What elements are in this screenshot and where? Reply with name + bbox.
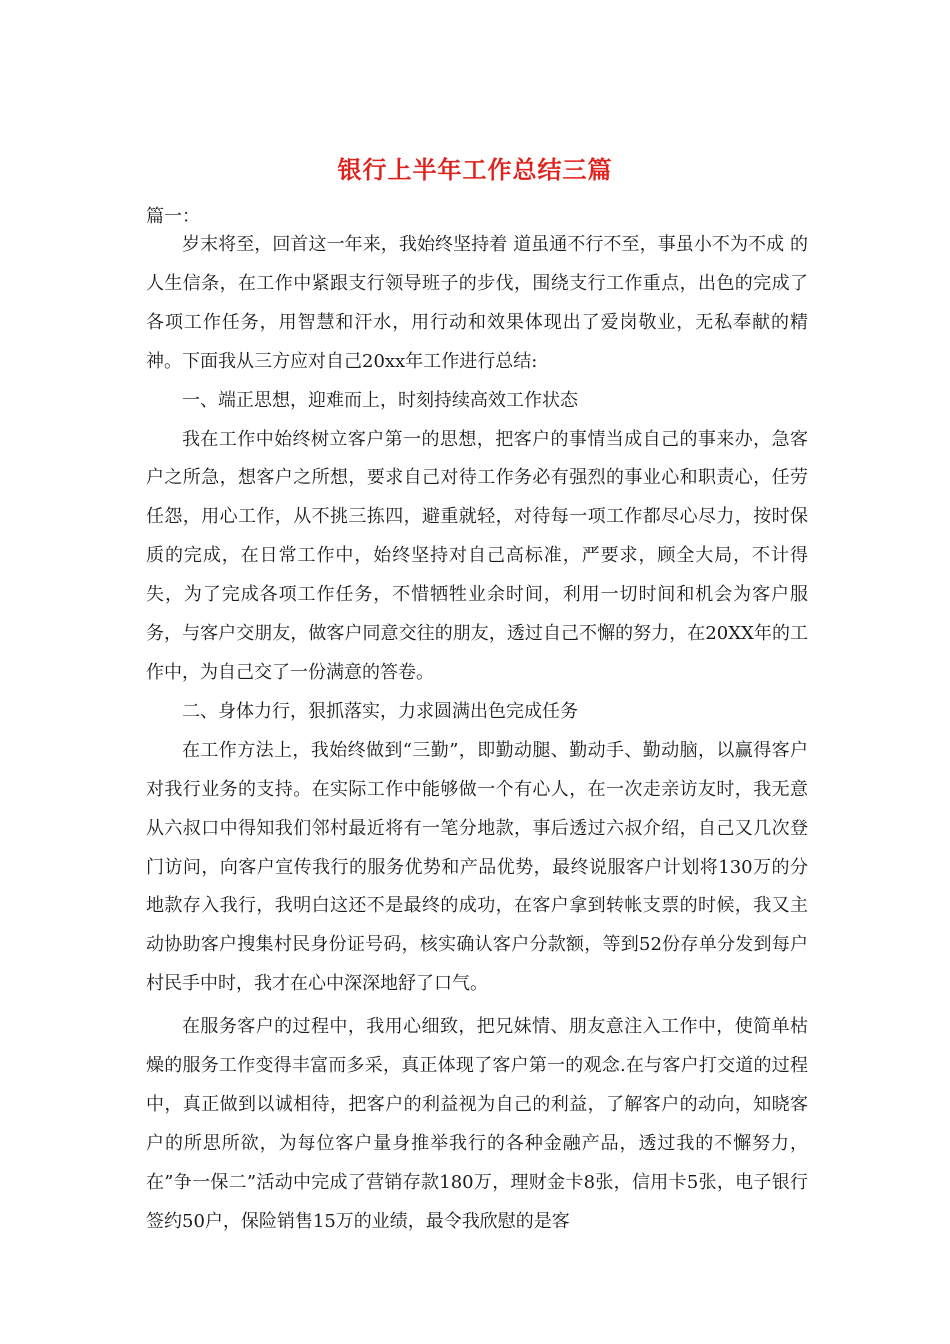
- document-body: [146, 226, 808, 1242]
- section-label: 篇一：: [146, 206, 200, 227]
- paragraph-intro: 岁末将至，回首这一年来，我始终坚持着 道虽通不行不至，事虽小不为不成 的人生信条，在工作中紧跟支行领导班子的步伐，围绕支行工作重点，出色的完成了各项工作任务，用智慧和汗水，用行动和效果体现出了爱岗敬业，无私奉献的精神。下面我从三方应对自己20xx年工作进行总结:: [146, 234, 808, 372]
- paragraph-two: 在工作方法上，我始终做到“三勤”，即勤动腿、勤动手、勤动脑，以赢得客户对我行业务的支持。在实际工作中能够做一个有心人，在一次走亲访友时，我无意从六叔口中得知我们邻村最近将有一笔分地款，事后透过六叔介绍，自己又几次登门访问，向客户宣传我行的服务优势和产品优势，最终说服客户计划将130万的分地款存入我行，我明白这还不是最终的成功，在客户拿到转帐支票的时候，我又主动协助客户搜集村民身份证号码，核实确认客户分款额，等到52份存单分发到每户村民手中时，我才在心中深深地舒了口气。: [146, 739, 808, 995]
- heading-one: 一、端正思想，迎难而上，时刻持续高效工作状态: [182, 389, 578, 411]
- document-title: 银行上半年工作总结三篇: [337, 156, 613, 184]
- paragraph-one: 我在工作中始终树立客户第一的思想，把客户的事情当成自己的事来办，急客户之所急，想客户之所想，要求自己对待工作务必有强烈的事业心和职责心，任劳任怨，用心工作，从不挑三拣四，避重就轻，对待每一项工作都尽心尽力，按时保质的完成，在日常工作中，始终坚持对自己高标准，严要求，顾全大局，不计得失，为了完成各项工作任务，不惜牺牲业余时间，利用一切时间和机会为客户服务，与客户交朋友，做客户同意交往的朋友，透过自己不懈的努力，在20XX年的工作中，为自己交了一份满意的答卷。: [146, 428, 808, 683]
- heading-two: 二、身体力行，狠抓落实，力求圆满出色完成任务: [182, 700, 578, 722]
- paragraph-three: 在服务客户的过程中，我用心细致，把兄妹情、朋友意注入工作中，使简单枯燥的服务工作变得丰富而多采，真正体现了客户第一的观念.在与客户打交道的过程中，真正做到以诚相待，把客户的利益视为自己的利益，了解客户的动向，知晓客户的所思所欲，为每位客户量身推举我行的各种金融产品，透过我的不懈努力，在”争一保二”活动中完成了营销存款180万，理财金卡8张，信用卡5张，电子银行签约50户，保险销售15万的业绩，最令我欣慰的是客: [146, 1016, 808, 1232]
